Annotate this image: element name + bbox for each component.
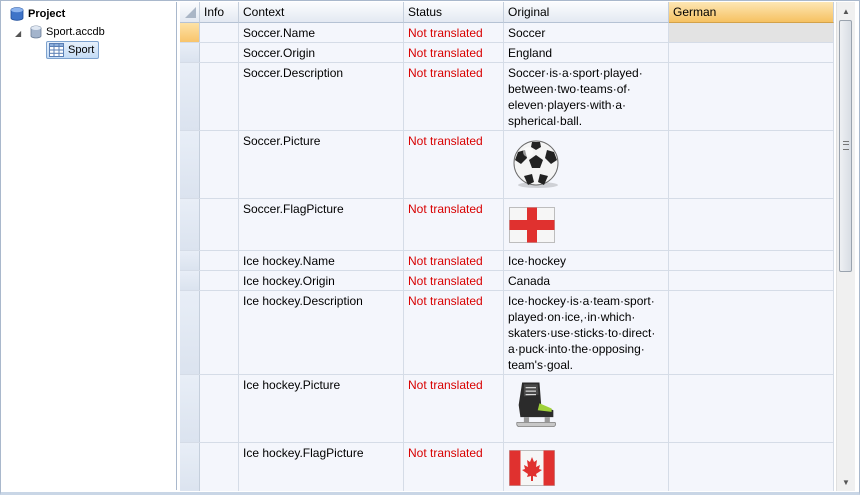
table-row[interactable] xyxy=(180,23,834,43)
info-cell[interactable] xyxy=(200,375,239,442)
row-selector[interactable] xyxy=(180,271,200,290)
scroll-up-arrow-icon[interactable]: ▲ xyxy=(842,6,850,16)
context-cell[interactable]: Soccer.Picture xyxy=(239,131,404,198)
status-cell[interactable]: Not translated xyxy=(404,443,504,491)
ice-skate-icon xyxy=(510,379,562,431)
table-row[interactable] xyxy=(180,443,834,491)
original-cell[interactable]: Canada xyxy=(504,271,669,290)
table-row[interactable] xyxy=(180,251,834,271)
england-flag-icon xyxy=(509,207,555,243)
original-cell[interactable] xyxy=(504,199,669,250)
scroll-down-arrow-icon[interactable]: ▼ xyxy=(842,477,850,487)
original-cell[interactable]: Soccer·is·a·sport·played· between·two·teams·of· eleven·players·with·a· spherical·ball. xyxy=(504,63,669,130)
table-row[interactable] xyxy=(180,375,834,443)
database-icon xyxy=(30,25,42,39)
german-cell[interactable] xyxy=(669,23,834,42)
row-selector[interactable] xyxy=(180,199,200,250)
column-header-original[interactable]: Original xyxy=(504,2,669,23)
row-selector[interactable] xyxy=(180,375,200,442)
status-cell[interactable]: Not translated xyxy=(404,291,504,374)
tree-expander-icon[interactable]: ◢ xyxy=(15,29,22,38)
column-header-status[interactable]: Status xyxy=(404,2,504,23)
german-cell[interactable] xyxy=(669,43,834,62)
info-cell[interactable] xyxy=(200,291,239,374)
info-cell[interactable] xyxy=(200,271,239,290)
info-cell[interactable] xyxy=(200,251,239,270)
german-cell[interactable] xyxy=(669,271,834,290)
table-row[interactable] xyxy=(180,63,834,131)
status-cell[interactable]: Not translated xyxy=(404,131,504,198)
context-cell[interactable]: Ice hockey.Description xyxy=(239,291,404,374)
original-cell[interactable]: Soccer xyxy=(504,23,669,42)
context-cell[interactable]: Ice hockey.Origin xyxy=(239,271,404,290)
translation-grid xyxy=(180,2,834,491)
table-icon xyxy=(49,43,64,57)
table-row[interactable] xyxy=(180,271,834,291)
column-header-info[interactable]: Info xyxy=(200,2,239,23)
tree-database-label: Sport.accdb xyxy=(46,26,105,38)
table-row[interactable] xyxy=(180,199,834,251)
tree-project-label: Project xyxy=(28,8,66,20)
context-cell[interactable]: Soccer.Description xyxy=(239,63,404,130)
row-selector[interactable] xyxy=(180,443,200,491)
info-cell[interactable] xyxy=(200,43,239,62)
tree-node-table[interactable] xyxy=(46,41,99,59)
original-cell[interactable]: Ice·hockey xyxy=(504,251,669,270)
info-cell[interactable] xyxy=(200,23,239,42)
original-cell[interactable] xyxy=(504,375,669,442)
soccer-ball-icon xyxy=(510,138,562,190)
status-cell[interactable]: Not translated xyxy=(404,199,504,250)
canada-flag-icon xyxy=(509,450,555,486)
german-cell[interactable] xyxy=(669,375,834,442)
status-cell[interactable]: Not translated xyxy=(404,375,504,442)
row-selector[interactable] xyxy=(180,43,200,62)
status-cell[interactable]: Not translated xyxy=(404,43,504,62)
info-cell[interactable] xyxy=(200,199,239,250)
tree-node-database[interactable] xyxy=(30,25,105,39)
context-cell[interactable]: Ice hockey.FlagPicture xyxy=(239,443,404,491)
context-cell[interactable]: Soccer.Origin xyxy=(239,43,404,62)
table-row[interactable] xyxy=(180,131,834,199)
table-row[interactable] xyxy=(180,291,834,375)
status-cell[interactable]: Not translated xyxy=(404,251,504,270)
row-selector[interactable] xyxy=(180,291,200,374)
tree-node-project[interactable] xyxy=(10,7,65,21)
status-cell[interactable]: Not translated xyxy=(404,271,504,290)
original-cell[interactable]: England xyxy=(504,43,669,62)
table-row[interactable] xyxy=(180,43,834,63)
vertical-scrollbar[interactable] xyxy=(836,2,855,491)
context-cell[interactable]: Ice hockey.Name xyxy=(239,251,404,270)
column-header-german[interactable]: German xyxy=(669,2,834,23)
german-cell[interactable] xyxy=(669,131,834,198)
scrollbar-thumb[interactable] xyxy=(839,20,852,272)
german-cell[interactable] xyxy=(669,291,834,374)
original-cell[interactable] xyxy=(504,443,669,491)
german-cell[interactable] xyxy=(669,251,834,270)
grip-icon xyxy=(843,141,849,150)
project-icon xyxy=(10,7,24,21)
info-cell[interactable] xyxy=(200,131,239,198)
grid-corner-header[interactable] xyxy=(180,2,200,23)
column-header-context[interactable]: Context xyxy=(239,2,404,23)
project-tree xyxy=(2,2,177,490)
context-cell[interactable]: Soccer.FlagPicture xyxy=(239,199,404,250)
german-cell[interactable] xyxy=(669,199,834,250)
german-cell[interactable] xyxy=(669,443,834,491)
info-cell[interactable] xyxy=(200,443,239,491)
tree-table-label: Sport xyxy=(68,44,95,56)
row-selector[interactable] xyxy=(180,23,200,42)
select-all-corner-icon xyxy=(180,2,200,22)
original-cell[interactable] xyxy=(504,131,669,198)
status-cell[interactable]: Not translated xyxy=(404,63,504,130)
row-selector[interactable] xyxy=(180,63,200,130)
status-cell[interactable]: Not translated xyxy=(404,23,504,42)
info-cell[interactable] xyxy=(200,63,239,130)
german-cell[interactable] xyxy=(669,63,834,130)
original-cell[interactable]: Ice·hockey·is·a·team·sport· played·on·ice,·in·which· skaters·use·sticks·to·direct· a·puck·into·the·opposing· team's·goal. xyxy=(504,291,669,374)
context-cell[interactable]: Soccer.Name xyxy=(239,23,404,42)
row-selector[interactable] xyxy=(180,131,200,198)
context-cell[interactable]: Ice hockey.Picture xyxy=(239,375,404,442)
row-selector[interactable] xyxy=(180,251,200,270)
